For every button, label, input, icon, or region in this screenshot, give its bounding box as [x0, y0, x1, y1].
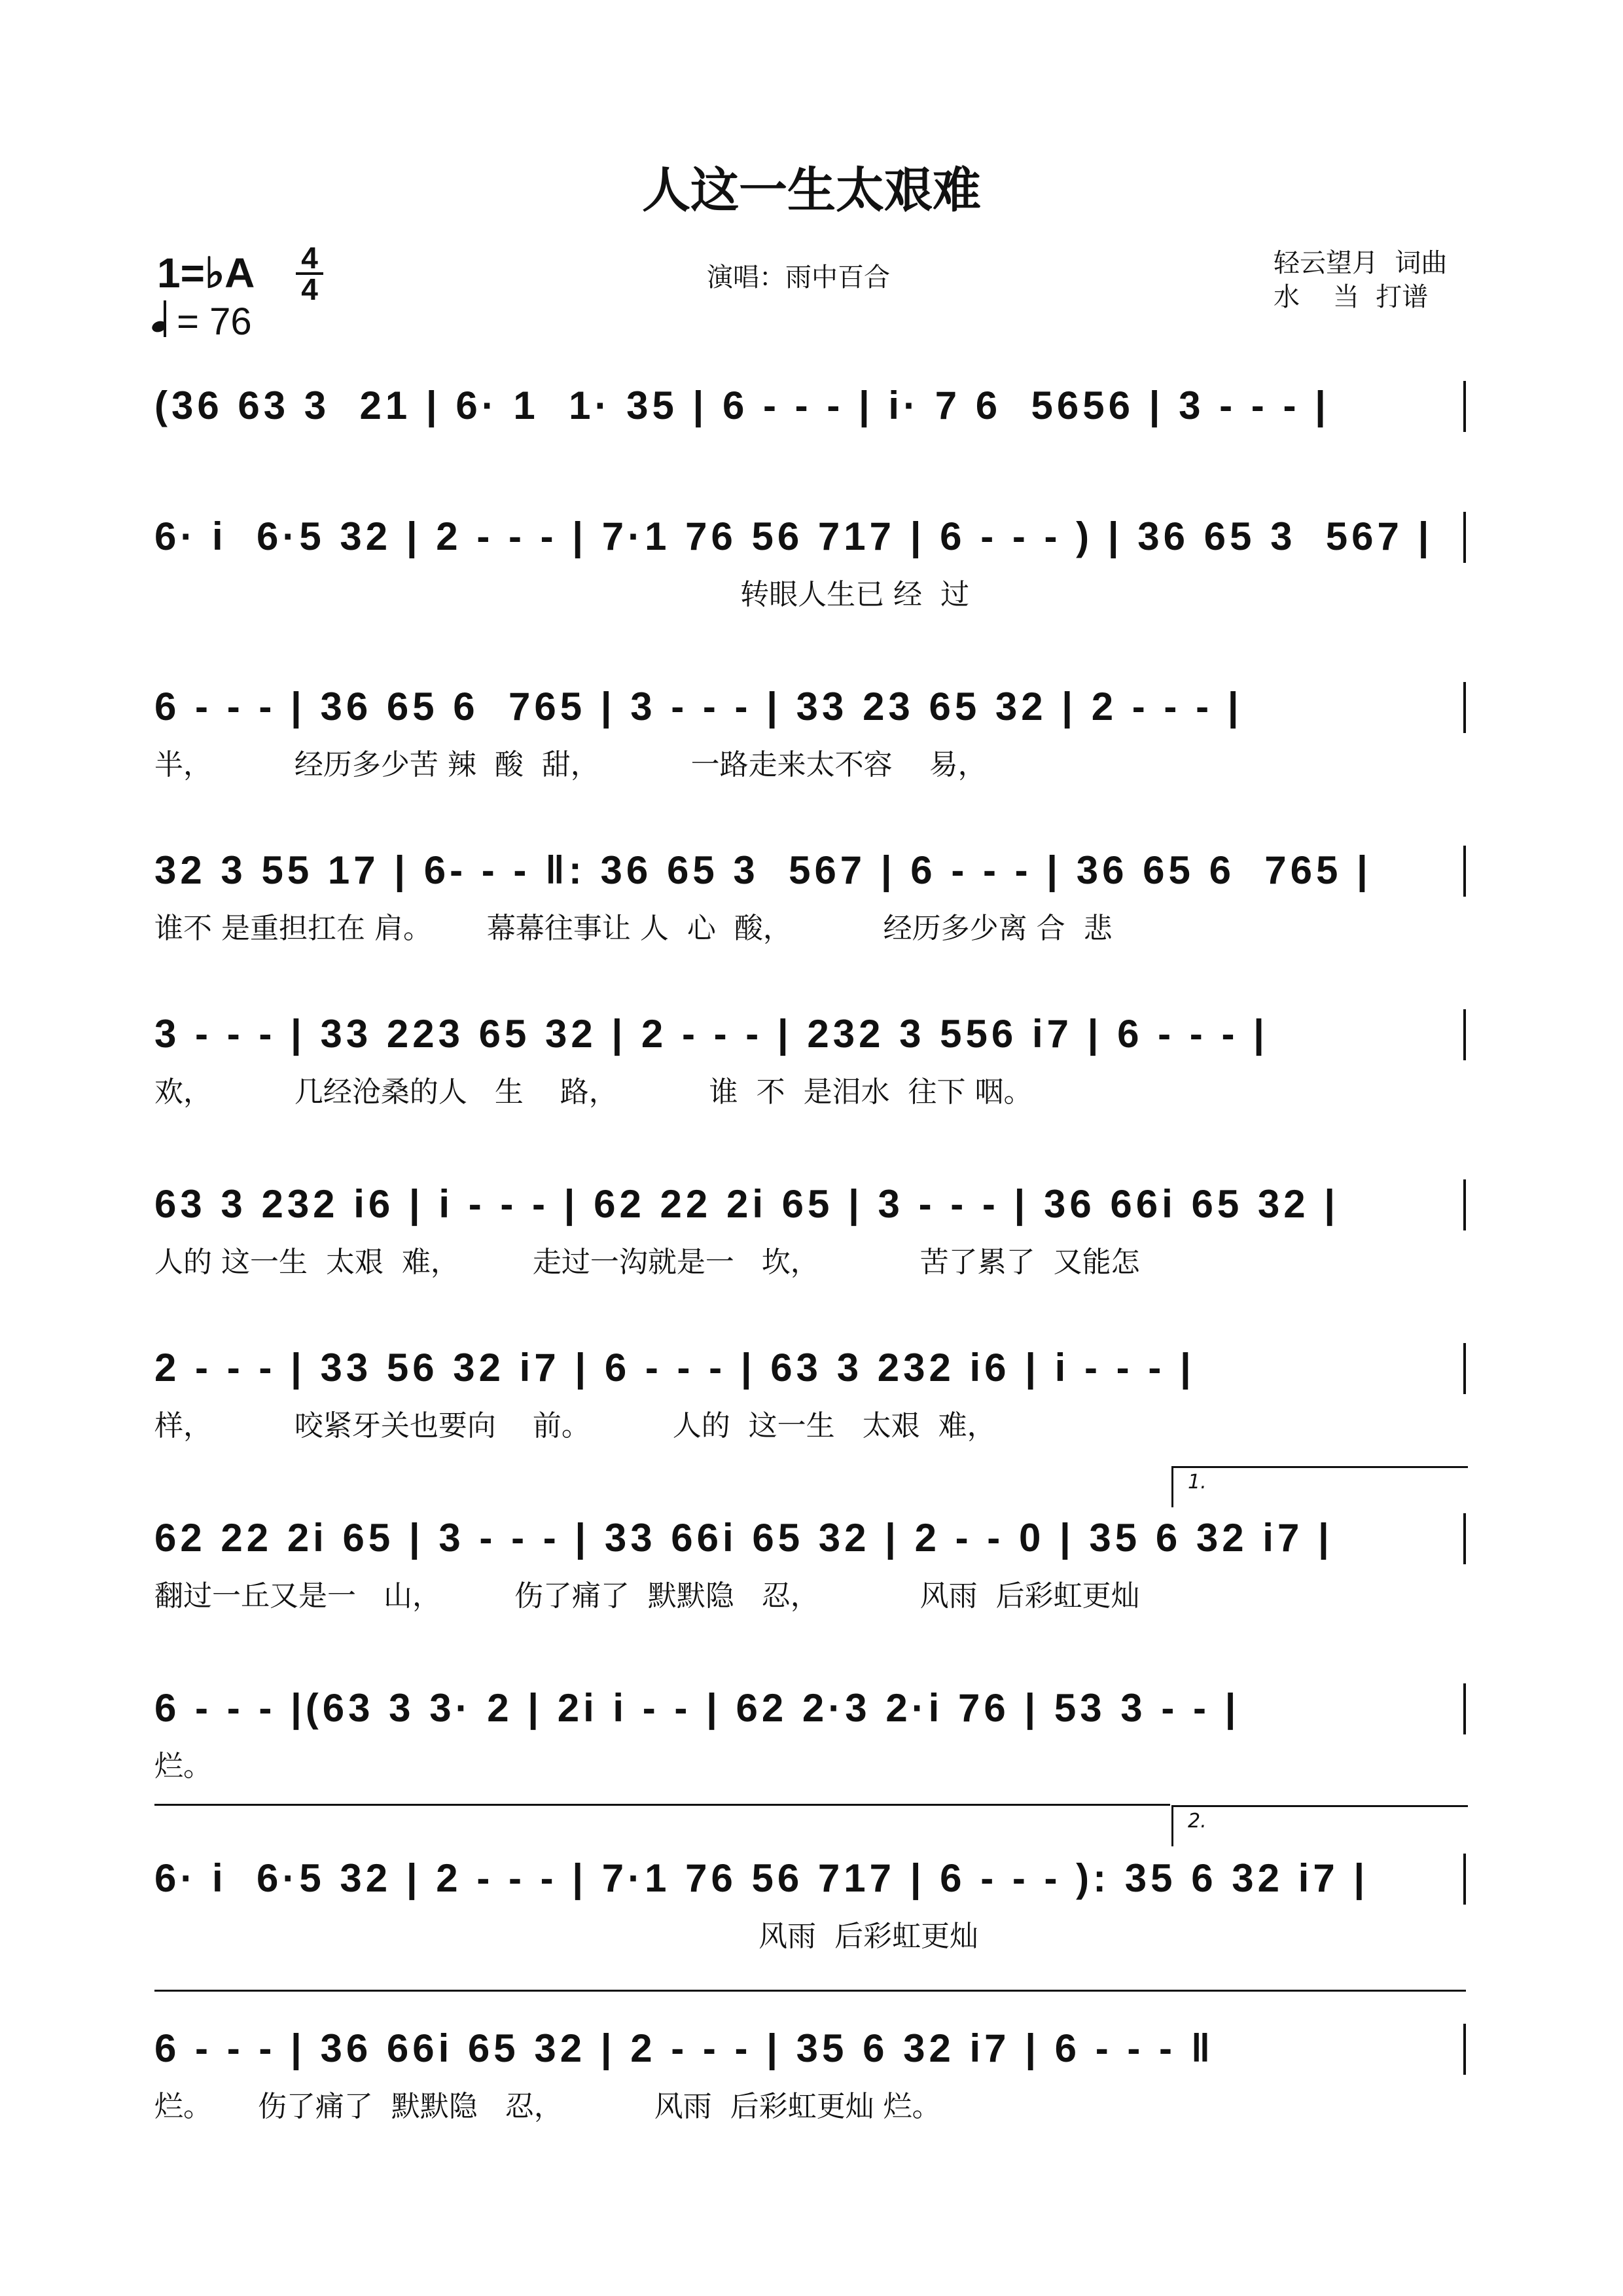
first-ending-bracket — [1171, 1466, 1468, 1507]
second-ending-bracket — [1171, 1805, 1468, 1846]
lyrics-row: 半， 经历多少苦 辣 酸 甜， 一路走来太不容 易， — [154, 748, 987, 781]
score-line — [0, 373, 1623, 517]
lyrics-row — [154, 441, 1466, 487]
time-signature-bottom: 4 — [301, 272, 318, 306]
barline — [1463, 1854, 1466, 1905]
barline — [1463, 1513, 1466, 1564]
lyrics-row: 样， 咬紧牙关也要向 前。 人的 这一生 太艰 难， — [154, 1409, 996, 1443]
song-title: 人这一生太艰难 — [642, 162, 981, 219]
notation-row: 6 - - - | 36 66i 65 32 | 2 - - - | 35 6 32 i7 | 6 - - - ‖ — [154, 2026, 1215, 2070]
notation-row: 63 3 232 i6 | i - - - | 62 22 2i 65 | 3 - - - | 36 66i 65 32 | — [154, 1182, 1340, 1226]
score-line — [0, 838, 1623, 982]
score-line — [0, 1172, 1623, 1316]
lyrics-row: 风雨 后彩虹更灿 — [154, 1920, 979, 1953]
lyrics-row: 烂。 伤了痛了 默默隐 忍， 风雨 后彩虹更灿 烂。 — [154, 2090, 941, 2123]
notation-row: (36 63 3 21 | 6· 1 1· 35 | 6 - - - | i· 7 6 5656 | 3 - - - | — [154, 384, 1330, 427]
score-line — [0, 1505, 1623, 1649]
notation-row: 62 22 2i 65 | 3 - - - | 33 66i 65 32 | 2 - - 0 | 35 6 32 i7 | — [154, 1516, 1333, 1560]
time-signature — [294, 243, 325, 304]
tempo-value: = 76 — [177, 300, 252, 343]
composer-credit: 轻云望月 词曲 — [1274, 248, 1448, 278]
lyrics-row: 谁不 是重担扛在 肩。 幕幕往事让 人 心 酸， 经历多少离 合 悲 — [154, 912, 1113, 945]
barline — [1463, 1343, 1466, 1394]
score-line — [0, 1335, 1623, 1479]
notation-row: 32 3 55 17 | 6- - - ‖: 36 65 3 567 | 6 - - - | 36 65 6 765 | — [154, 848, 1372, 892]
time-signature-top: 4 — [301, 241, 318, 275]
score-line — [0, 674, 1623, 818]
lyrics-row: 人的 这一生 太艰 难， 走过一沟就是一 坎， 苦了累了 又能怎 — [154, 1246, 1140, 1279]
notation-row: 3 - - - | 33 223 65 32 | 2 - - - | 232 3 556 i7 | 6 - - - | — [154, 1012, 1268, 1056]
notation-row: 6 - - - |(63 3 3· 2 | 2i i - - | 62 2·3 2·i 76 | 53 3 - - | — [154, 1686, 1240, 1730]
singer-credit: 演唱：雨中百合 — [707, 262, 890, 293]
barline — [1463, 2024, 1466, 2075]
transcriber-credit: 水 当 打谱 — [1274, 282, 1429, 312]
score-line — [0, 2016, 1623, 2160]
lyrics-row: 翻过一丘又是一 山， 伤了痛了 默默隐 忍， 风雨 后彩虹更灿 — [154, 1579, 1140, 1613]
barline — [1463, 1009, 1466, 1060]
score-line — [0, 1676, 1623, 1820]
barline — [1463, 1683, 1466, 1734]
lyrics-row: 欢， 几经沧桑的人 生 路， 谁 不 是泪水 往下 咽。 — [154, 1075, 1033, 1109]
barline — [1463, 1179, 1466, 1230]
first-ending-label: 1. — [1188, 1471, 1207, 1494]
barline — [1463, 846, 1466, 897]
note-stem — [164, 300, 166, 337]
score-line — [0, 504, 1623, 648]
notation-row: 6· i 6·5 32 | 2 - - - | 7·1 76 56 717 | 6 - - - ): 35 6 32 i7 | — [154, 1856, 1369, 1900]
lyrics-row: 烂。 — [154, 1749, 212, 1783]
key-signature: 1=♭A — [157, 249, 255, 296]
repeat-bracket-line — [154, 1804, 1170, 1806]
barline — [1463, 682, 1466, 733]
tempo-marking — [152, 300, 252, 344]
lyrics-row: 转眼人生已 经 过 — [154, 578, 970, 611]
notation-row: 2 - - - | 33 56 32 i7 | 6 - - - | 63 3 232 i6 | i - - - | — [154, 1346, 1195, 1390]
repeat-bracket-line-2 — [154, 1990, 1466, 1992]
score-line — [0, 1001, 1623, 1145]
score-line — [0, 1846, 1623, 1990]
barline — [1463, 512, 1466, 563]
barline — [1463, 381, 1466, 432]
notation-row: 6· i 6·5 32 | 2 - - - | 7·1 76 56 717 | 6 - - - ) | 36 65 3 567 | — [154, 514, 1433, 558]
second-ending-label: 2. — [1188, 1810, 1207, 1833]
notation-row: 6 - - - | 36 65 6 765 | 3 - - - | 33 23 65 32 | 2 - - - | — [154, 685, 1243, 728]
